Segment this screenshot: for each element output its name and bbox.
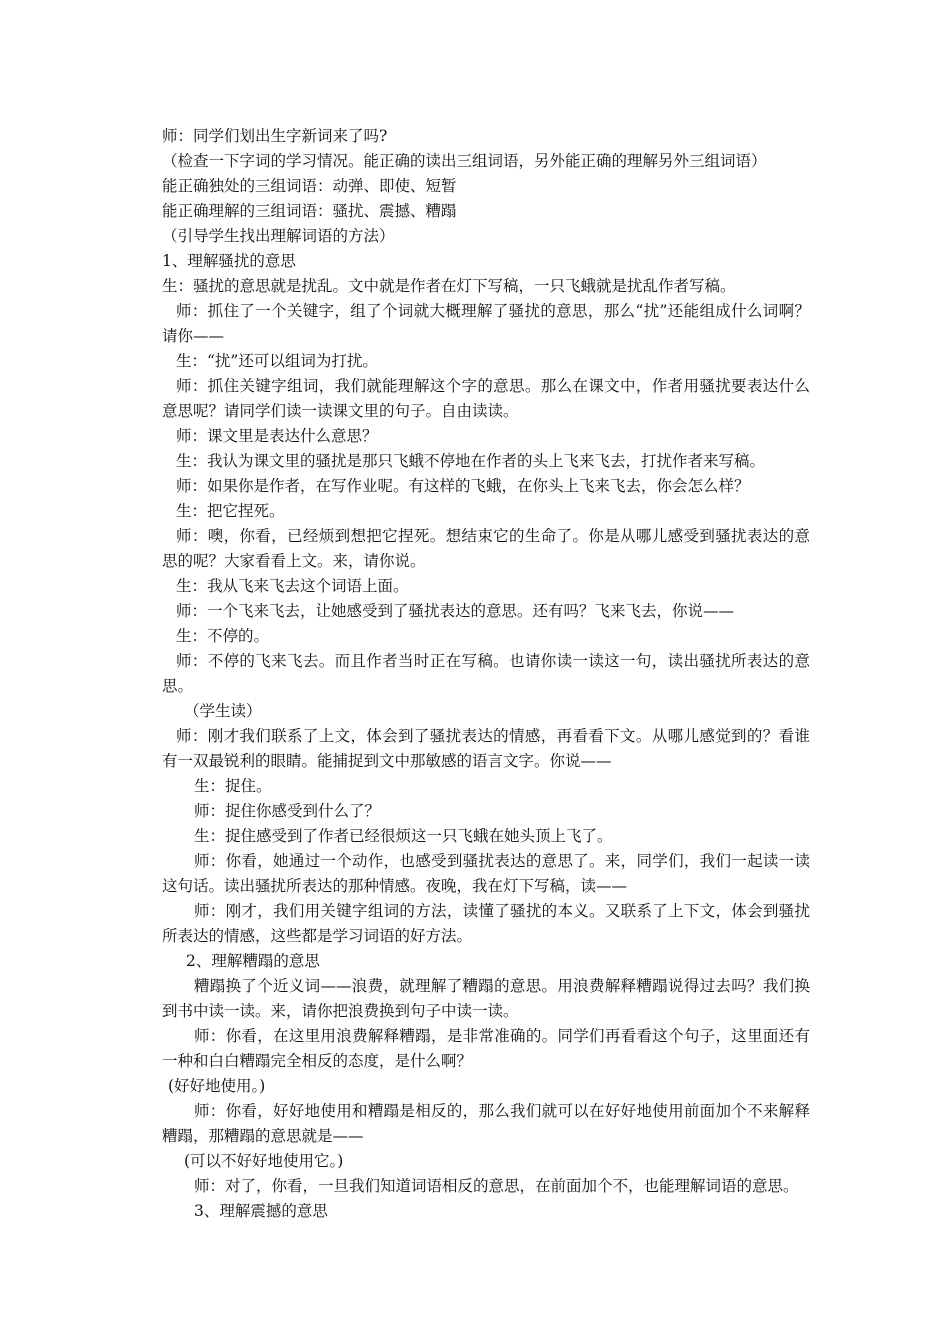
dialogue-line: 生：把它捏死。 bbox=[176, 502, 285, 520]
dialogue-line: 师：对了，你看，一旦我们知道词语相反的意思，在前面加个不，也能理解词语的意思。 bbox=[194, 1177, 799, 1195]
note-line: （检查一下字词的学习情况。能正确的读出三组词语，另外能正确的理解另外三组词语） bbox=[162, 152, 767, 170]
dialogue-line: 生：捉住感受到了作者已经很烦这一只飞蛾在她头顶上飞了。 bbox=[194, 827, 613, 845]
note-line: （学生读） bbox=[184, 702, 262, 720]
dialogue-line: 生：捉住。 bbox=[194, 777, 272, 795]
dialogue-line: 师：一个飞来飞去，让她感受到了骚扰表达的意思。还有吗？飞来飞去，你说—— bbox=[176, 602, 735, 620]
word-list-line: 能正确理解的三组词语：骚扰、震撼、糟蹋 bbox=[162, 202, 457, 220]
dialogue-line: 师：噢，你看，已经烦到想把它捏死。想结束它的生命了。你是从哪儿感受到骚扰表达的意思的呢？大家看看上文。来，请你说。 bbox=[162, 527, 810, 570]
dialogue-line: 生：我认为课文里的骚扰是那只飞蛾不停地在作者的头上飞来飞去，打扰作者来写稿。 bbox=[176, 452, 766, 470]
section-heading: 2、理解糟蹋的意思 bbox=[186, 952, 320, 970]
dialogue-line: 生：“扰”还可以组词为打扰。 bbox=[176, 352, 378, 370]
dialogue-line: 生：我从飞来飞去这个词语上面。 bbox=[176, 577, 409, 595]
dialogue-line: 师：刚才我们联系了上文，体会到了骚扰表达的情感，再看看下文。从哪儿感觉到的？看谁有一双最锐利的眼睛。能捕捉到文中那敏感的语言文字。你说—— bbox=[162, 727, 810, 770]
dialogue-line: 师：捉住你感受到什么了？ bbox=[194, 802, 381, 820]
dialogue-line: 师：刚才，我们用关键字组词的方法，读懂了骚扰的本义。又联系了上下文，体会到骚扰所表达的情感，这些都是学习词语的好方法。 bbox=[162, 902, 810, 945]
dialogue-line: 生：骚扰的意思就是扰乱。文中就是作者在灯下写稿，一只飞蛾就是扰乱作者写稿。 bbox=[162, 277, 736, 295]
note-line: （引导学生找出理解词语的方法） bbox=[162, 227, 395, 245]
section-heading: 3、理解震撼的意思 bbox=[194, 1202, 328, 1220]
dialogue-line: 师：你看，在这里用浪费解释糟蹋，是非常准确的。同学们再看看这个句子，这里面还有一种和白白糟蹋完全相反的态度，是什么啊？ bbox=[162, 1027, 810, 1070]
document-body bbox=[162, 124, 810, 1224]
dialogue-line: 师：你看，好好地使用和糟蹋是相反的，那么我们就可以在好好地使用前面加个不来解释糟蹋，那糟蹋的意思就是—— bbox=[162, 1102, 810, 1145]
dialogue-line: 师：同学们划出生字新词来了吗? bbox=[162, 127, 388, 145]
dialogue-line: 生：不停的。 bbox=[176, 627, 270, 645]
dialogue-line: 师：如果你是作者，在写作业呢。有这样的飞蛾，在你头上飞来飞去，你会怎么样？ bbox=[176, 477, 750, 495]
note-line: (好好地使用。) bbox=[168, 1077, 266, 1095]
dialogue-line: 师：你看，她通过一个动作，也感受到骚扰表达的意思了。来，同学们，我们一起读一读这句话。读出骚扰所表达的那种情感。夜晚，我在灯下写稿，读—— bbox=[162, 852, 810, 895]
word-list-line: 能正确独处的三组词语：动弹、即使、短暂 bbox=[162, 177, 457, 195]
dialogue-line: 师：抓住了一个关键字，组了个词就大概理解了骚扰的意思，那么“扰”还能组成什么词啊？请你—— bbox=[162, 302, 810, 345]
note-line: (可以不好好地使用它。) bbox=[184, 1152, 344, 1170]
dialogue-line: 师：抓住关键字组词，我们就能理解这个字的意思。那么在课文中，作者用骚扰要表达什么意思呢？请同学们读一读课文里的句子。自由读读。 bbox=[162, 377, 810, 420]
dialogue-line: 糟蹋换了个近义词——浪费，就理解了糟蹋的意思。用浪费解释糟蹋说得过去吗？我们换到书中读一读。来，请你把浪费换到句子中读一读。 bbox=[162, 977, 810, 1020]
section-heading: 1、理解骚扰的意思 bbox=[162, 252, 296, 270]
dialogue-line: 师：课文里是表达什么意思？ bbox=[176, 427, 378, 445]
dialogue-line: 师：不停的飞来飞去。而且作者当时正在写稿。也请你读一读这一句，读出骚扰所表达的意思。 bbox=[162, 652, 810, 695]
